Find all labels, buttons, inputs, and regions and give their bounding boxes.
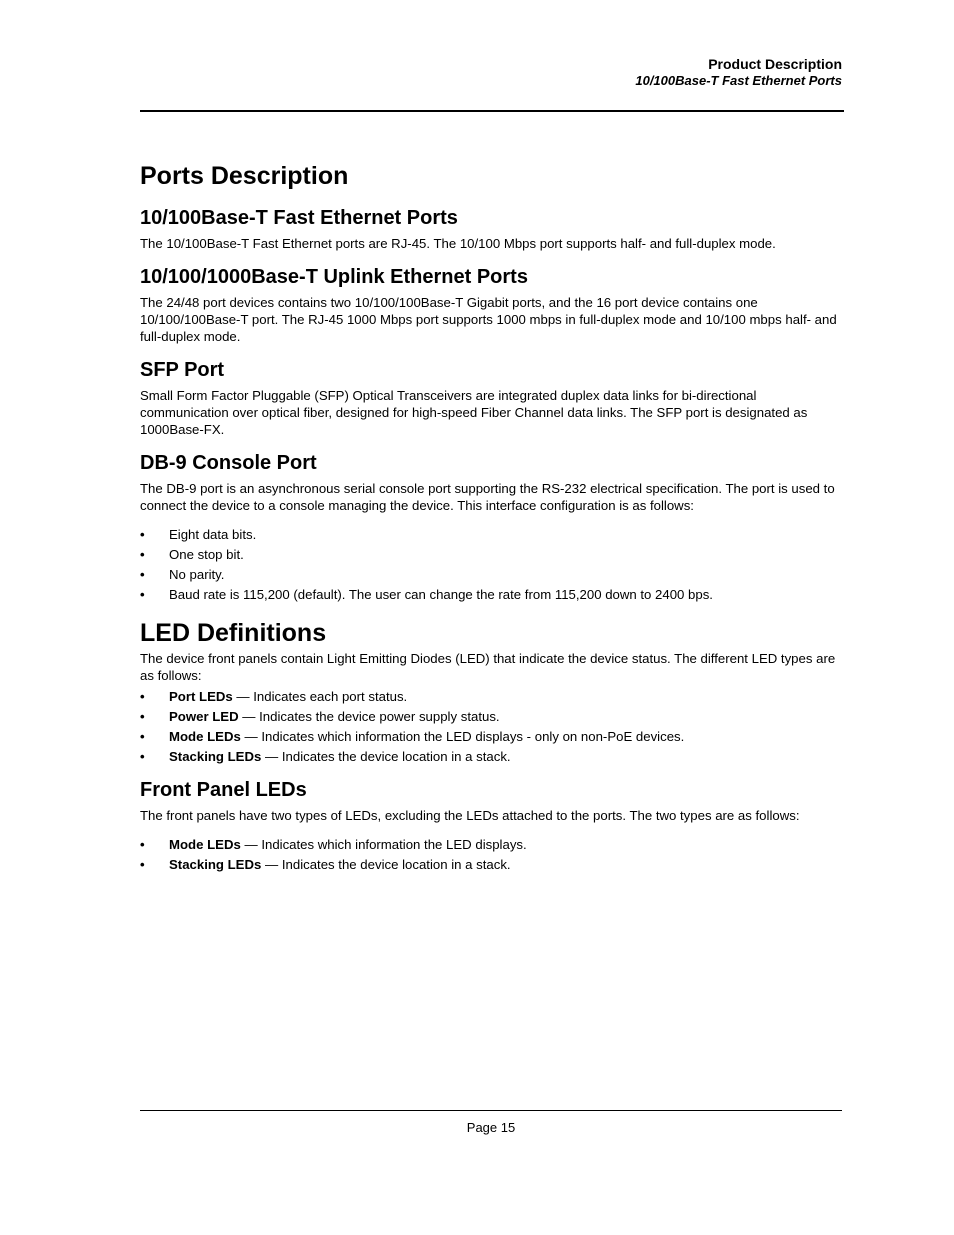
sfp-heading: SFP Port [140,359,225,381]
list-item-term: Stacking LEDs [169,857,262,872]
footer-rule [140,1110,842,1111]
list-item-desc: — Indicates the device power supply status. [238,709,500,724]
list-item-desc: — Indicates the device location in a stack. [261,857,511,872]
list-item [140,526,844,543]
bullet: • [140,567,145,582]
page-content [140,160,844,885]
bullet: • [140,587,145,602]
console-heading: DB-9 Console Port [140,452,317,474]
led-types-list [140,688,844,765]
bullet: • [140,527,145,542]
list-item [140,546,844,563]
list-item [140,708,844,725]
list-item-desc: — Indicates each port status. [232,689,408,704]
ports-description-title: Ports Description [140,162,349,190]
page-number: Page 15 [466,1120,516,1135]
bullet: • [140,837,145,852]
console-config-list [140,526,844,603]
list-item [140,566,844,583]
list-item-term: Port LEDs [169,689,233,704]
list-item-text: One stop bit. [169,547,244,562]
uplink-heading: 10/100/1000Base-T Uplink Ethernet Ports [140,266,528,288]
list-item-term: Mode LEDs [169,729,241,744]
sfp-body: Small Form Factor Pluggable (SFP) Optical Transceivers are integrated duplex data links for bi-directional communication over optical fiber, designed for high-speed Fiber Channel data links. The SFP port is designated as 1000Base-FX. [140,388,808,437]
front-panel-list [140,836,844,873]
list-item-text: Baud rate is 115,200 (default). The user can change the rate from 115,200 down to 2400 bps. [169,587,713,602]
led-definitions-body: The device front panels contain Light Emitting Diodes (LED) that indicate the device status. The different LED types are as follows: [140,651,836,683]
bullet: • [140,749,145,764]
fast-ethernet-heading: 10/100Base-T Fast Ethernet Ports [140,207,458,229]
bullet: • [140,689,145,704]
list-item-text: No parity. [169,567,225,582]
list-item-desc: — Indicates which information the LED displays. [240,837,527,852]
bullet: • [140,709,145,724]
front-panel-heading: Front Panel LEDs [140,779,307,801]
fast-ethernet-body: The 10/100Base-T Fast Ethernet ports are RJ-45. The 10/100 Mbps port supports half- and full-duplex mode. [140,236,776,251]
uplink-body: The 24/48 port devices contains two 10/100/100Base-T Gigabit ports, and the 16 port device contains one 10/100/100Base-T port. The RJ-45 1000 Mbps port supports 1000 mbps in full-duplex mode and 10/100 mbps half- and full-duplex mode. [140,295,837,344]
list-item [140,748,844,765]
list-item-text: Eight data bits. [169,527,257,542]
bullet: • [140,729,145,744]
running-header-subtitle: 10/100Base-T Fast Ethernet Ports [635,73,842,88]
bullet: • [140,547,145,562]
list-item-desc: — Indicates which information the LED displays - only on non-PoE devices. [240,729,685,744]
list-item-term: Stacking LEDs [169,749,262,764]
header-rule [140,110,844,112]
list-item-desc: — Indicates the device location in a stack. [261,749,511,764]
list-item-term: Mode LEDs [169,837,241,852]
list-item [140,586,844,603]
list-item-term: Power LED [169,709,239,724]
led-definitions-title: LED Definitions [140,619,327,647]
console-body: The DB-9 port is an asynchronous serial console port supporting the RS-232 electrical specification. The port is used to connect the device to a console managing the device. This interface configuration is as follows: [140,481,835,513]
front-panel-body: The front panels have two types of LEDs, excluding the LEDs attached to the ports. The two types are as follows: [140,808,800,823]
list-item [140,688,844,705]
list-item [140,728,844,745]
list-item [140,856,844,873]
running-header-title: Product Description [708,56,842,72]
bullet: • [140,857,145,872]
list-item [140,836,844,853]
running-header [635,55,842,89]
